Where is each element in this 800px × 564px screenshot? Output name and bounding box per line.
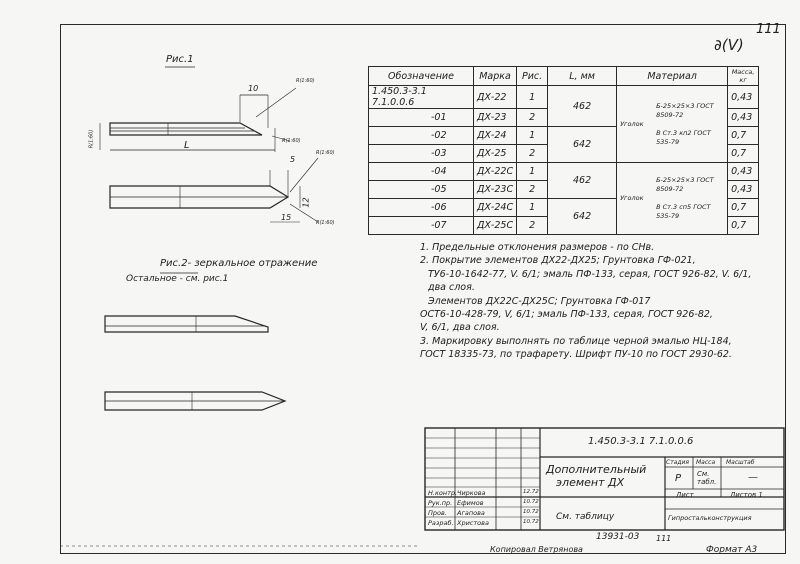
fig1-radius-top: R(1:60) [296, 78, 315, 84]
col-mass: Масса, кг [728, 67, 759, 86]
sign-date: 12.72 [523, 489, 539, 495]
table-row: -07 ДХ-25С 2 0,7 [369, 217, 759, 235]
top-right-stamp: 111 [756, 22, 781, 37]
fig2-title: Рис.2- зеркальное отражение [160, 258, 318, 269]
col-length: L, мм [548, 67, 617, 86]
table-row: -02 ДХ-24 1 642 0,7 [369, 127, 759, 145]
signer-name: Агапова [457, 509, 485, 517]
scale-header: Масштаб [726, 459, 755, 466]
sign-date: 10.72 [523, 509, 539, 515]
sheets-label: Листов 1 [730, 491, 763, 499]
fig1-radius-right: R(1:60) [282, 138, 301, 144]
document-title-line2: элемент ДХ [556, 476, 625, 489]
fig1-radius-b: R(1:60) [316, 220, 335, 226]
table-row: -01 ДХ-23 2 0,43 [369, 109, 759, 127]
fig1-dim-15: 15 [281, 213, 292, 222]
length-cell: 462 [548, 86, 617, 127]
sheet-label: Лист [676, 491, 694, 499]
signer-role: Пров. [428, 509, 447, 517]
fig1-radius-a: R(1:60) [316, 150, 335, 156]
fig1-bar-top [110, 123, 262, 135]
scale-value: — [748, 472, 758, 483]
note-line: V, 6/1, два слоя. [420, 322, 500, 334]
mass-header: Масса [696, 459, 716, 466]
material-cell-1: Б-25×25×3 ГОСТ 8509-72 Уголок В Ст.3 кп2 ГОСТ 535-79 [617, 86, 728, 163]
note-line: ТУ6-10-1642-77, V. 6/1; эмаль ПФ-133, серая, ГОСТ 926-82, V. 6/1, [428, 268, 752, 280]
note-line: два слоя. [428, 282, 475, 294]
fig1-bar-side [110, 186, 288, 208]
spec-header-row [369, 67, 759, 86]
material-cell-2: Б-25×25×3 ГОСТ 8509-72 Уголок В Ст.3 сп5 ГОСТ 535-79 [617, 163, 728, 235]
fig2-bar-side [105, 392, 285, 410]
fig1-dim-top: 10 [248, 84, 259, 93]
signer-name: Ефимов [457, 499, 484, 507]
signer-role: Н.контр. [428, 489, 458, 497]
inventory-number: 13931-03 [596, 532, 640, 542]
table-row: -05 ДХ-23С 2 0,43 [369, 181, 759, 199]
sign-date: 10.72 [523, 519, 539, 525]
corner-mark: ∂(V) [714, 36, 744, 54]
note-line: 3. Маркировку выполнять по таблице черной эмалью НЦ-184, [420, 335, 732, 347]
fig1-dim-5: 5 [290, 155, 296, 164]
fig1-radius-left: R(1:60) [88, 129, 95, 149]
copied-by: Копировал Ветрянова [490, 545, 583, 554]
table-row: 1.450.3-3.1 7.1.0.0.6 ДХ-22 1 462 Б-25×25×3 ГОСТ 8509-72 Уголок В Ст.3 кп2 ГОСТ 535-79 0,43 [369, 86, 759, 109]
format-label: Формат А3 [706, 545, 758, 555]
mass-value: См. табл. [697, 470, 717, 486]
fig2-bar-top [105, 316, 268, 332]
table-row: -03 ДХ-25 2 0,7 [369, 145, 759, 163]
note-line: ГОСТ 18335-73, по трафарету. Шрифт ПУ-10 по ГОСТ 2930-62. [420, 349, 732, 361]
technical-notes [420, 241, 772, 362]
sign-date: 10.72 [523, 499, 539, 505]
fig1-dim-12: 12 [301, 197, 311, 208]
note-line: 1. Предельные отклонения размеров - по СНв. [420, 242, 655, 253]
specification-table [368, 66, 759, 235]
stage-header: Стадия [666, 459, 690, 466]
length-cell: 462 [548, 163, 617, 199]
length-cell: 642 [548, 199, 617, 235]
fig1-length: L [184, 140, 190, 151]
organization: Гипростальконструкция [668, 514, 752, 522]
table-row: -04 ДХ-22С 1 462 Б-25×25×3 ГОСТ 8509-72 Уголок В Ст.3 сп5 ГОСТ 535-79 0,43 [369, 163, 759, 181]
col-mark: Марка [474, 67, 517, 86]
table-row: -06 ДХ-24С 1 642 0,7 [369, 199, 759, 217]
fig1-title: Рис.1 [166, 54, 194, 65]
length-cell: 642 [548, 127, 617, 163]
note-line: Элементов ДХ22С-ДХ25С; Грунтовка ГФ-017 [428, 295, 651, 307]
col-material: Материал [617, 67, 728, 86]
col-fig: Рис. [517, 67, 548, 86]
signer-role: Рук.пр. [428, 499, 453, 507]
signer-name: Христова [457, 519, 489, 527]
note-line: ОСТ6-10-428-79, V, 6/1; эмаль ПФ-133, серая, ГОСТ 926-82, [420, 309, 713, 321]
signer-role: Разраб. [428, 519, 454, 527]
stage-value: Р [675, 473, 682, 484]
document-code: 1.450.3-3.1 7.1.0.0.6 [588, 436, 694, 447]
table-reference: См. таблицу [556, 512, 615, 522]
fig2-note: Остальное - см. рис.1 [126, 274, 229, 284]
note-line: 2. Покрытие элементов ДХ22-ДХ25; Грунтовка ГФ-021, [420, 255, 696, 267]
inventory-page: 111 [656, 534, 672, 543]
document-title-line1: Дополнительный [546, 463, 647, 476]
signer-name: Чиркова [457, 489, 486, 497]
col-designation: Обозначение [369, 67, 474, 86]
